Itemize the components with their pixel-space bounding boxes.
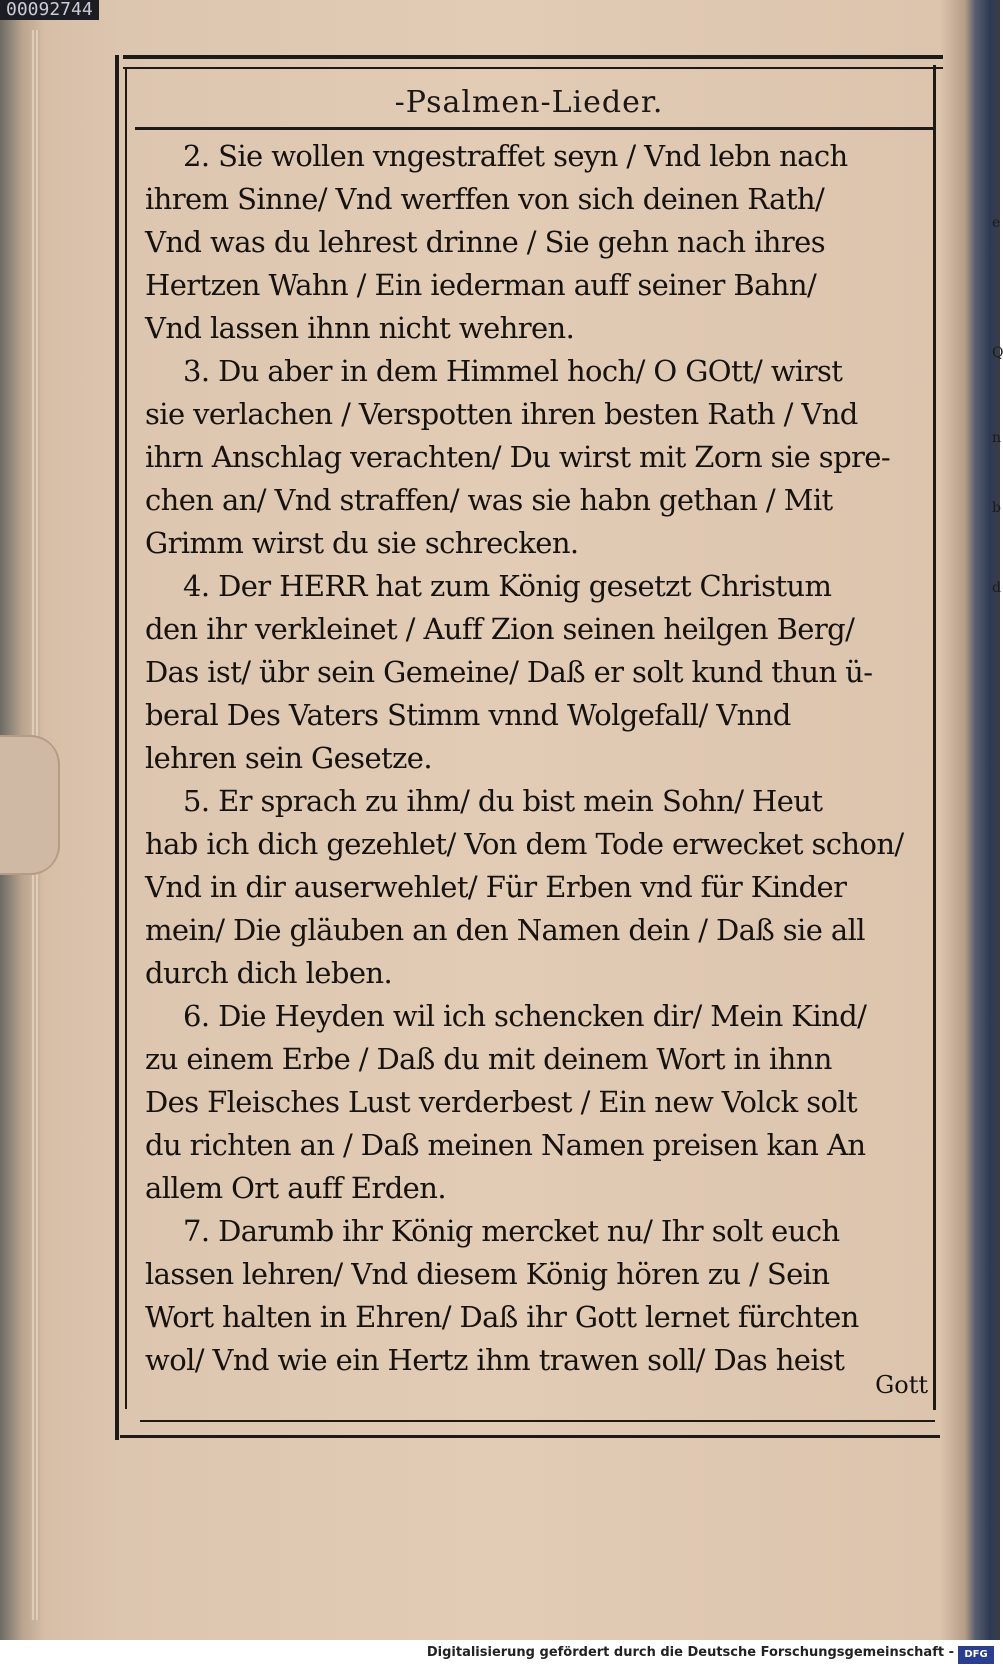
text-line: hab ich dich gezehlet/ Von dem Tode erwecket schon/ — [145, 827, 904, 861]
text-line: ihrn Anschlag verachten/ Du wirst mit Zorn sie spre- — [145, 440, 891, 474]
catchword: Gott — [875, 1371, 928, 1399]
text-line: 4. Der HERR hat zum König gesetzt Christum — [183, 569, 832, 603]
text-line: Grimm wirst du sie schrecken. — [145, 526, 579, 560]
text-line: 2. Sie wollen vngestraffet seyn / Vnd lebn nach — [183, 139, 848, 173]
adjacent-page-letter: e — [992, 215, 1001, 231]
frame-rule-bottom-inner — [140, 1420, 935, 1422]
adjacent-page-letter: n — [992, 430, 1002, 446]
text-line: 5. Er sprach zu ihm/ du bist mein Sohn/ Heut — [183, 784, 823, 818]
text-line: sie verlachen / Verspotten ihren besten Rath / Vnd — [145, 397, 858, 431]
digitization-footer — [0, 1640, 1000, 1670]
text-line: 7. Darumb ihr König mercket nu/ Ihr solt euch — [183, 1214, 840, 1248]
text-line: 6. Die Heyden wil ich schencken dir/ Mein Kind/ — [183, 999, 867, 1033]
frame-rule-top-inner — [123, 67, 943, 69]
text-line: chen an/ Vnd straffen/ was sie habn gethan / Mit — [145, 483, 833, 517]
frame-rule-left — [115, 55, 119, 1440]
text-line: Das ist/ übr sein Gemeine/ Daß er solt kund thun ü- — [145, 655, 873, 689]
book-clasp — [0, 735, 60, 875]
adjacent-page-letter: d — [992, 580, 1001, 596]
text-line: wol/ Vnd wie ein Hertz ihm trawen soll/ Das heist — [145, 1343, 845, 1377]
text-line: lehren sein Gesetze. — [145, 741, 432, 775]
running-head-rule — [135, 127, 935, 130]
text-line: ihrem Sinne/ Vnd werffen von sich deinen Rath/ — [145, 182, 825, 216]
text-line: Wort halten in Ehren/ Daß ihr Gott lernet fürchten — [145, 1300, 859, 1334]
text-line: zu einem Erbe / Daß du mit deinem Wort in ihnn — [145, 1042, 832, 1076]
dfg-logo: DFG — [958, 1646, 994, 1664]
text-line: allem Ort auff Erden. — [145, 1171, 446, 1205]
frame-rule-bottom — [120, 1435, 940, 1438]
text-line: lassen lehren/ Vnd diesem König hören zu / Sein — [145, 1257, 830, 1291]
text-line: Hertzen Wahn / Ein iederman auff seiner Bahn/ — [145, 268, 817, 302]
text-line: Des Fleisches Lust verderbest / Ein new Volck solt — [145, 1085, 858, 1119]
frame-rule-left-inner — [125, 69, 127, 1409]
text-line: du richten an / Daß meinen Namen preisen kan An — [145, 1128, 866, 1162]
text-line: durch dich leben. — [145, 956, 393, 990]
archive-id-label: 00092744 — [0, 0, 99, 20]
text-line: mein/ Die gläuben an den Namen dein / Daß sie all — [145, 913, 865, 947]
adjacent-page-letter: b — [992, 500, 1001, 516]
printed-page-frame — [115, 55, 940, 1450]
text-line: 3. Du aber in dem Himmel hoch/ O GOtt/ wirst — [183, 354, 843, 388]
funding-credit: Digitalisierung gefördert durch die Deutsche Forschungsgemeinschaft - — [426, 1645, 954, 1660]
running-head: -Psalmen-Lieder. — [394, 85, 664, 120]
text-body — [145, 135, 933, 1382]
text-line: Vnd lassen ihnn nicht wehren. — [145, 311, 575, 345]
adjacent-page-letter: Q — [992, 345, 1003, 361]
text-line: den ihr verkleinet / Auff Zion seinen heilgen Berg/ — [145, 612, 855, 646]
text-line: Vnd was du lehrest drinne / Sie gehn nach ihres — [145, 225, 825, 259]
frame-rule-right — [933, 65, 936, 1410]
text-line: beral Des Vaters Stimm vnnd Wolgefall/ Vnnd — [145, 698, 791, 732]
frame-rule-top — [123, 55, 943, 59]
text-line: Vnd in dir auserwehlet/ Für Erben vnd für Kinder — [145, 870, 847, 904]
